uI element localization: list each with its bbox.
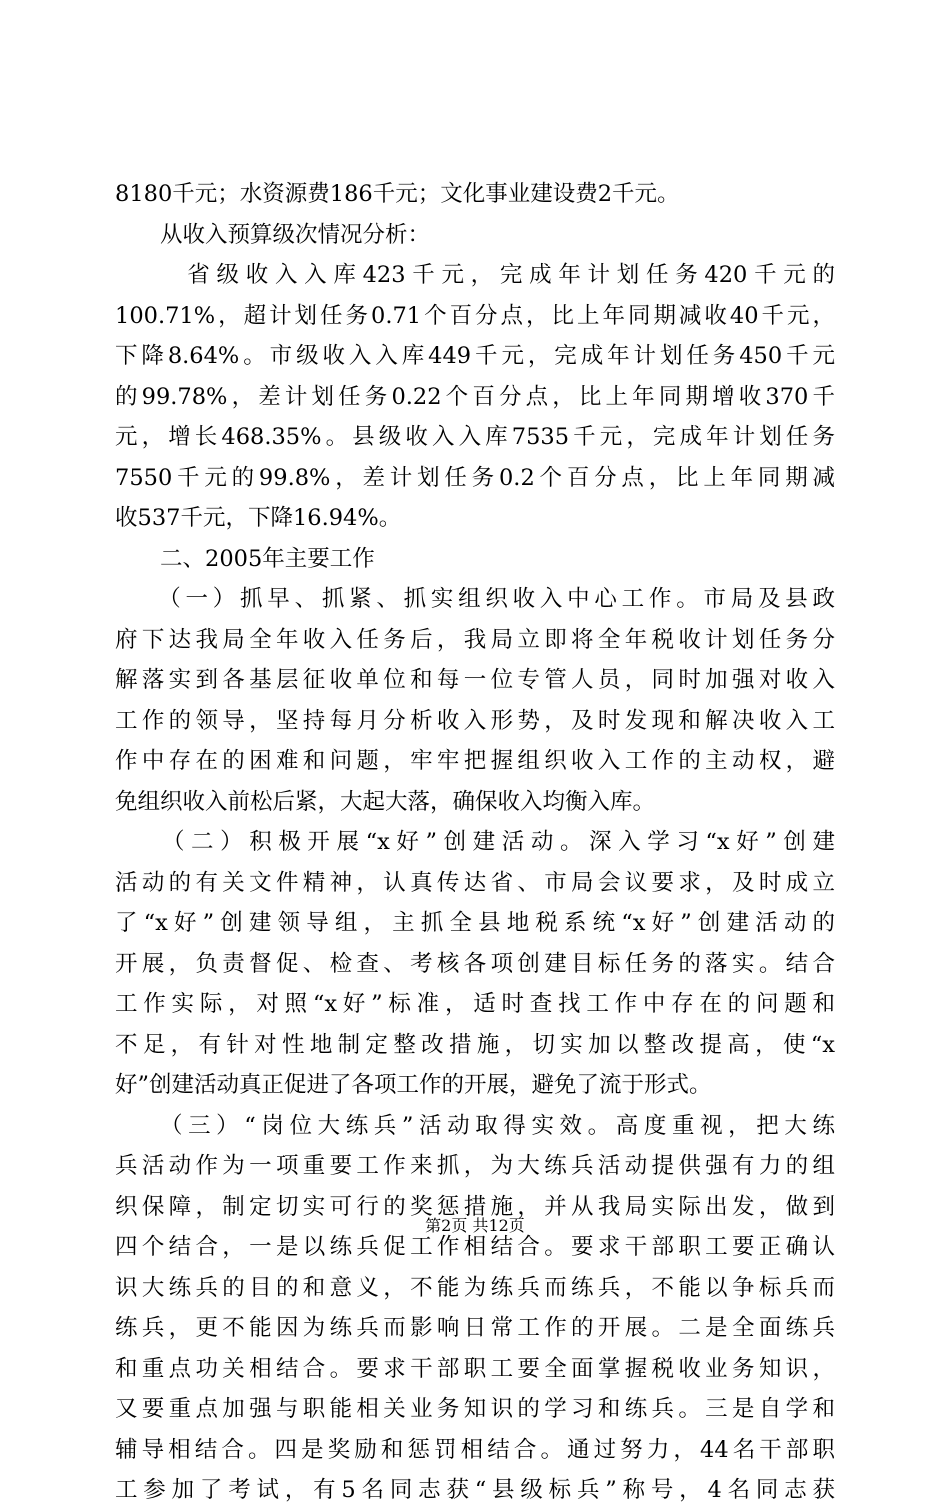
text-line: 织保障，制定切实可行的奖惩措施，并从我局实际出发，做到 [115,1193,835,1220]
text-line: 活动的有关文件精神，认真传达省、市局会议要求，及时成立 [115,869,835,896]
text-line: 识大练兵的目的和意义，不能为练兵而练兵，不能以争标兵而 [115,1274,835,1301]
text-line: 工参加了考试，有5名同志获“县级标兵”称号，4名同志获 [115,1477,835,1503]
text-line: 和重点功关相结合。要求干部职工要全面掌握税收业务知识， [115,1355,835,1382]
page-footer: 第2页 共12页 [425,1216,525,1235]
text-line: 了“x好”创建领导组，主抓全县地税系统“x好”创建活动的 [115,910,835,936]
text-line: 辅导相结合。四是奖励和惩罚相结合。通过努力，44名干部职 [115,1436,835,1463]
text-line: 工作实际，对照“x好”标准，适时查找工作中存在的问题和 [115,991,835,1017]
text-line: 从收入预算级次情况分析： [115,221,431,248]
text-line: 工作的领导，坚持每月分析收入形势，及时发现和解决收入工 [115,707,835,734]
text-line: 不足，有针对性地制定整改措施，切实加以整改提高，使“x [115,1031,835,1058]
text-line: （三）“岗位大练兵”活动取得实效。高度重视，把大练 [115,1112,835,1139]
text-line: 的99.78%，差计划任务0.22个百分点，比上年同期增收370千 [115,383,835,410]
text-line: 免组织收入前松后紧，大起大落，确保收入均衡入库。 [115,788,656,815]
text-line: 8180千元；水资源费186千元；文化事业建设费2千元。 [115,181,680,207]
text-line: 二、2005年主要工作 [115,545,375,572]
text-line: 下降8.64%。市级收入入库449千元，完成年计划任务450千元 [115,343,835,369]
text-line: （二）积极开展“x好”创建活动。深入学习“x好”创建 [115,829,835,855]
text-line: 开展，负责督促、检查、考核各项创建目标任务的落实。结合 [115,950,835,977]
text-line: 四个结合，一是以练兵促工作相结合。要求干部职工要正确认 [115,1234,835,1260]
text-line: 兵活动作为一项重要工作来抓，为大练兵活动提供强有力的组 [115,1153,835,1179]
document-body [115,174,835,1511]
text-line: 元，增长468.35%。县级收入入库7535千元，完成年计划任务 [115,424,835,450]
text-line: 作中存在的困难和问题，牢牢把握组织收入工作的主动权，避 [115,748,835,774]
text-line: 府下达我局全年收入任务后，我局立即将全年税收计划任务分 [115,626,835,653]
text-line: 解落实到各基层征收单位和每一位专管人员，同时加强对收入 [115,667,835,693]
text-line: 7550千元的99.8%，差计划任务0.2个百分点，比上年同期减 [115,464,835,491]
text-line: 又要重点加强与职能相关业务知识的学习和练兵。三是自学和 [115,1396,835,1422]
text-line: 好”创建活动真正促进了各项工作的开展，避免了流于形式。 [115,1072,712,1098]
text-line: 收537千元，下降16.94%。 [115,505,402,531]
text-line: 省级收入入库423千元，完成年计划任务420千元的 [115,262,835,288]
text-line: （一）抓早、抓紧、抓实组织收入中心工作。市局及县政 [115,586,835,612]
text-line: 100.71%，超计划任务0.71个百分点，比上年同期减收40千元， [115,302,835,329]
text-line: 练兵，更不能因为练兵而影响日常工作的开展。二是全面练兵 [115,1315,835,1341]
